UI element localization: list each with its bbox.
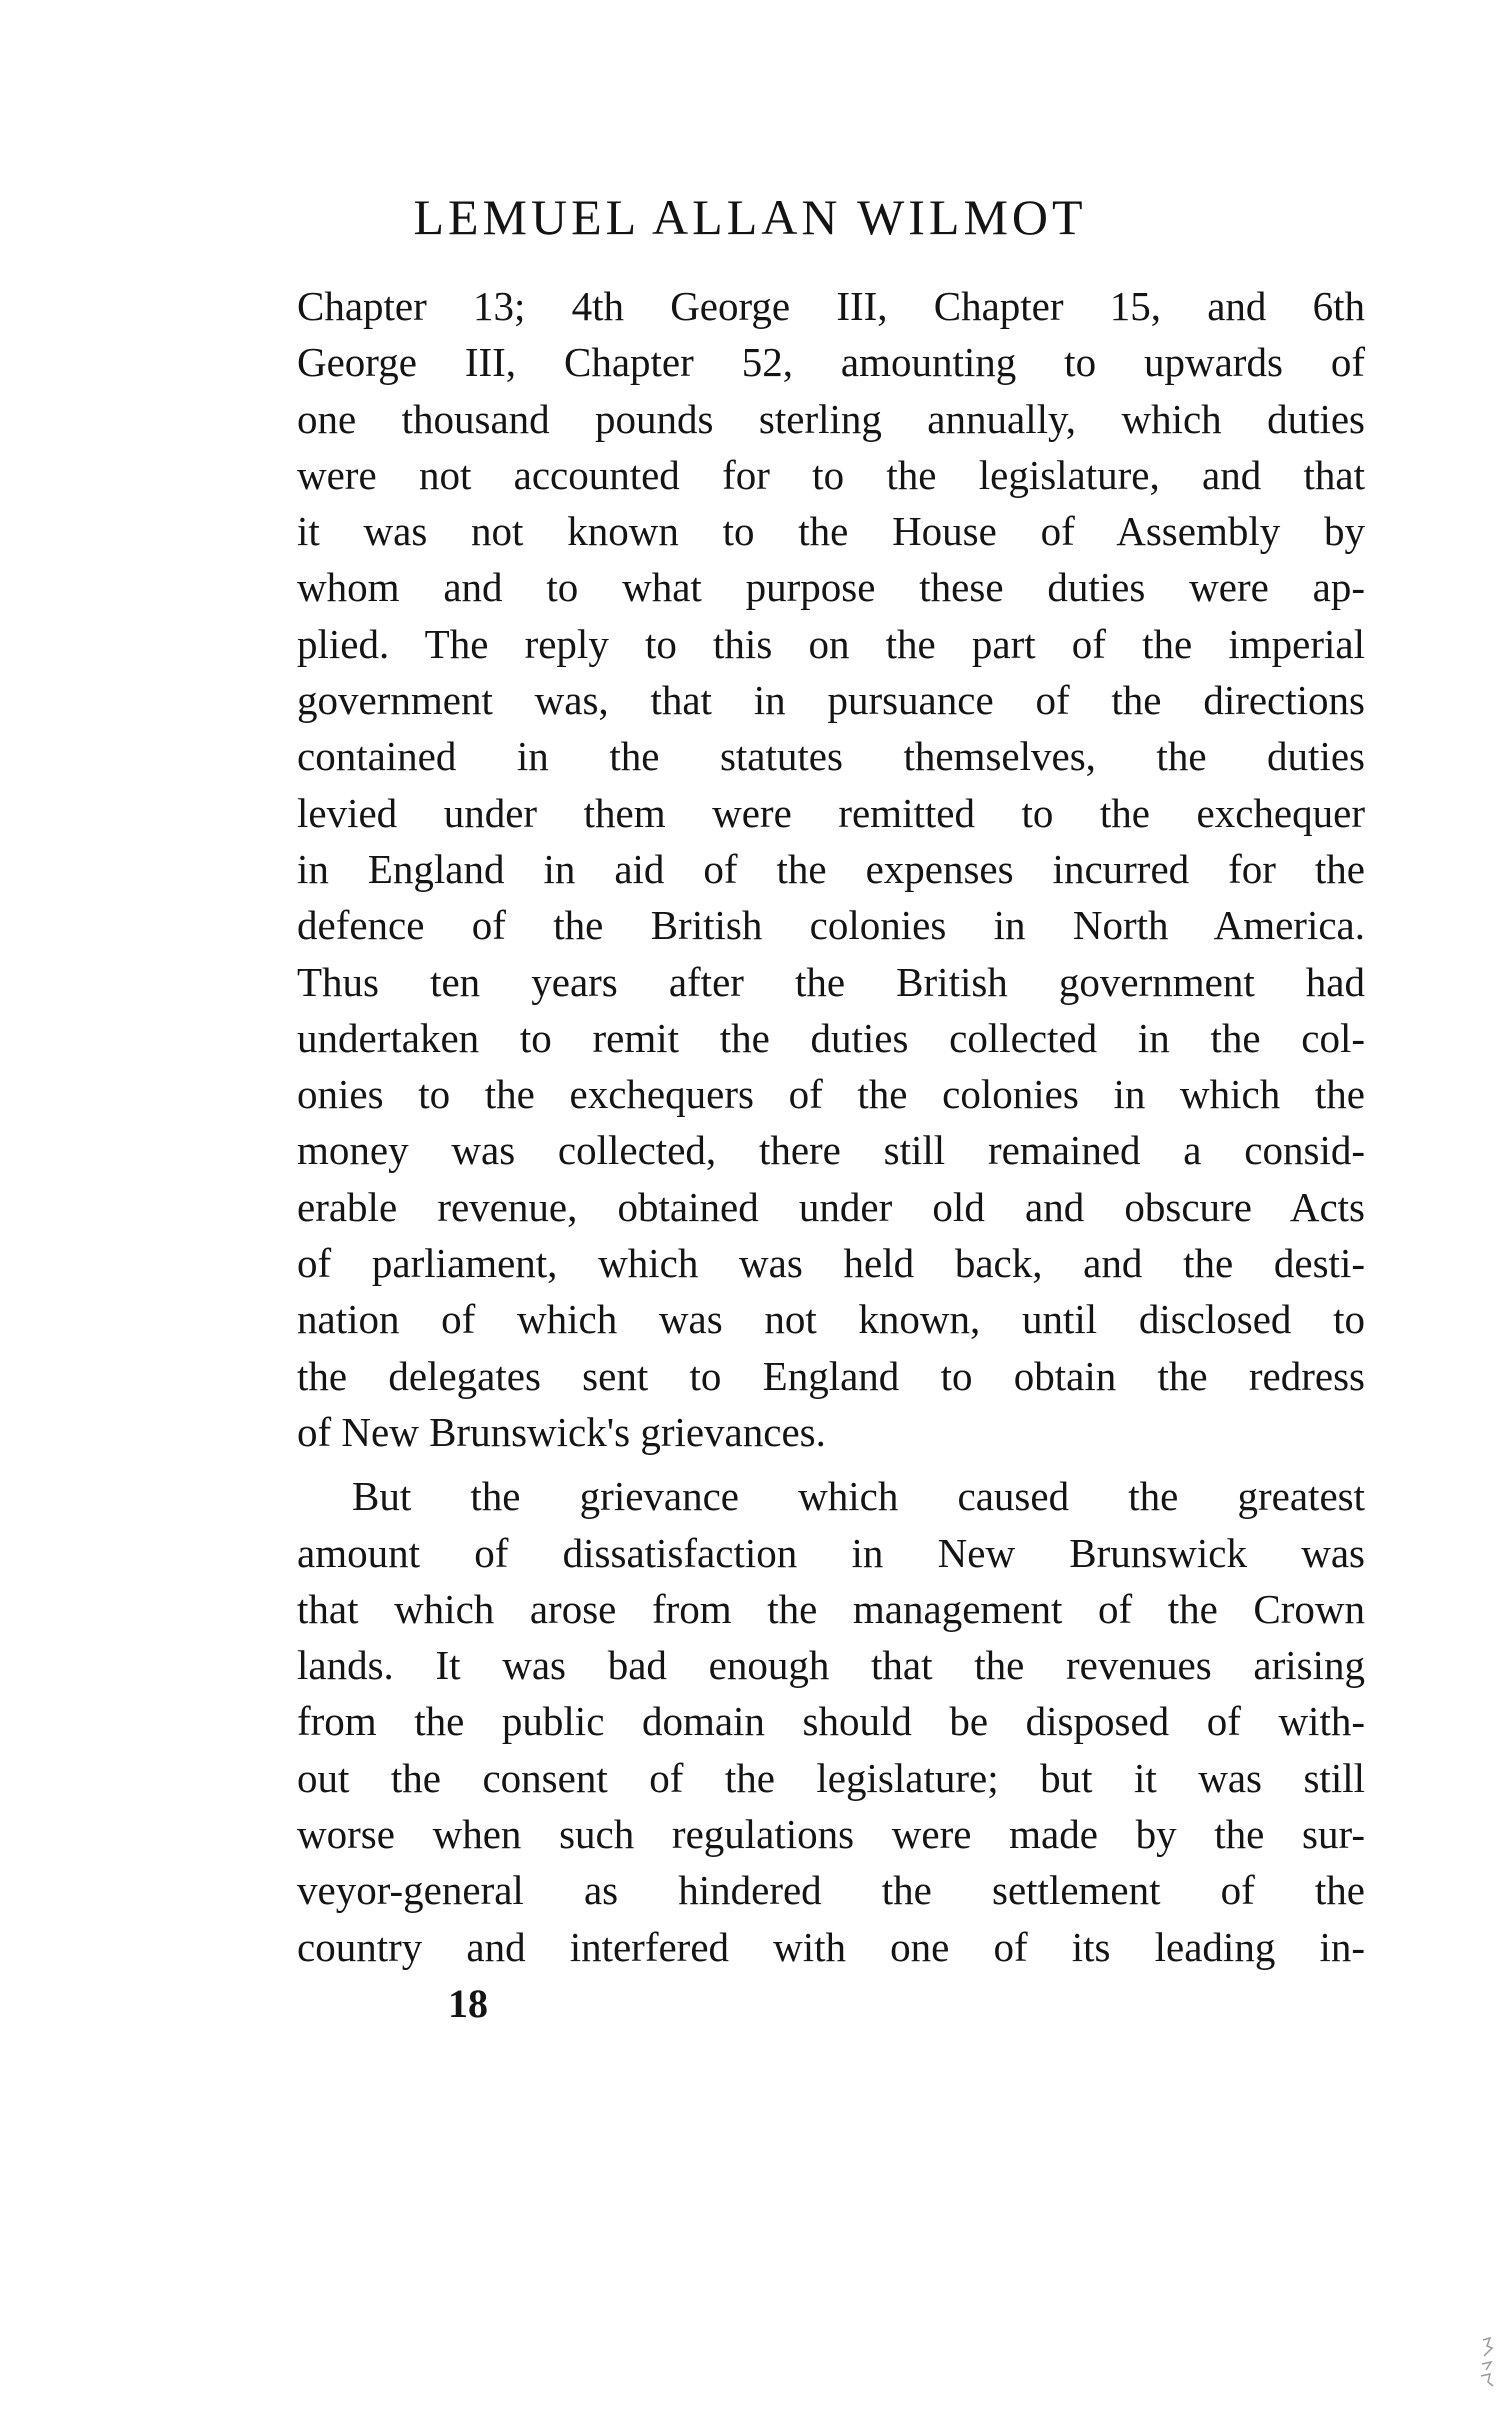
library-stamp-mark <box>1478 2336 1496 2390</box>
text-line: from the public domain should be disposed of with- <box>297 1698 1365 1745</box>
text-line: But the grievance which caused the greatest <box>352 1473 1365 1520</box>
text-line: of New Brunswick's grievances. <box>297 1408 826 1455</box>
text-line: one thousand pounds sterling annually, which duties <box>297 395 1365 442</box>
paragraph-gap <box>297 1460 1365 1468</box>
text-line: country and interfered with one of its leading in- <box>297 1923 1365 1970</box>
text-line: government was, that in pursuance of the directions <box>297 677 1365 724</box>
running-head: LEMUEL ALLAN WILMOT <box>413 189 1087 245</box>
text-line: George III, Chapter 52, amounting to upwards of <box>297 339 1365 386</box>
text-line: of parliament, which was held back, and the desti- <box>297 1240 1365 1287</box>
text-line: lands. It was bad enough that the revenues arising <box>297 1642 1365 1689</box>
text-line: money was collected, there still remained a consid- <box>297 1127 1365 1174</box>
page-number: 18 <box>448 1981 488 2026</box>
text-line: defence of the British colonies in North America. <box>297 902 1365 949</box>
text-line: contained in the statutes themselves, the duties <box>297 733 1365 780</box>
text-line: levied under them were remitted to the exchequer <box>297 789 1365 836</box>
text-line: erable revenue, obtained under old and obscure Acts <box>297 1183 1365 1230</box>
text-line: veyor-general as hindered the settlement of the <box>297 1867 1365 1914</box>
text-line: Thus ten years after the British government had <box>297 958 1365 1005</box>
text-line: that which arose from the management of the Crown <box>297 1585 1365 1632</box>
paragraph-1 <box>297 278 1365 1460</box>
text-line: worse when such regulations were made by the sur- <box>297 1811 1365 1858</box>
text-line: Chapter 13; 4th George III, Chapter 15, and 6th <box>297 283 1365 329</box>
body-text <box>297 278 1365 1975</box>
paragraph-2 <box>297 1468 1365 1975</box>
text-line: nation of which was not known, until disclosed to <box>297 1296 1365 1343</box>
text-line: out the consent of the legislature; but it was still <box>297 1754 1365 1801</box>
text-line: whom and to what purpose these duties were ap- <box>297 564 1365 611</box>
text-line: plied. The reply to this on the part of the imperial <box>297 620 1365 667</box>
text-line: onies to the exchequers of the colonies in which the <box>297 1071 1365 1118</box>
text-line: it was not known to the House of Assembly by <box>297 508 1365 555</box>
text-line: undertaken to remit the duties collected in the col- <box>297 1014 1365 1061</box>
text-line: in England in aid of the expenses incurred for the <box>297 845 1365 892</box>
text-line: were not accounted for to the legislature, and that <box>297 451 1365 498</box>
text-line: amount of dissatisfaction in New Brunswick was <box>297 1529 1365 1576</box>
text-line: the delegates sent to England to obtain the redress <box>297 1352 1365 1399</box>
